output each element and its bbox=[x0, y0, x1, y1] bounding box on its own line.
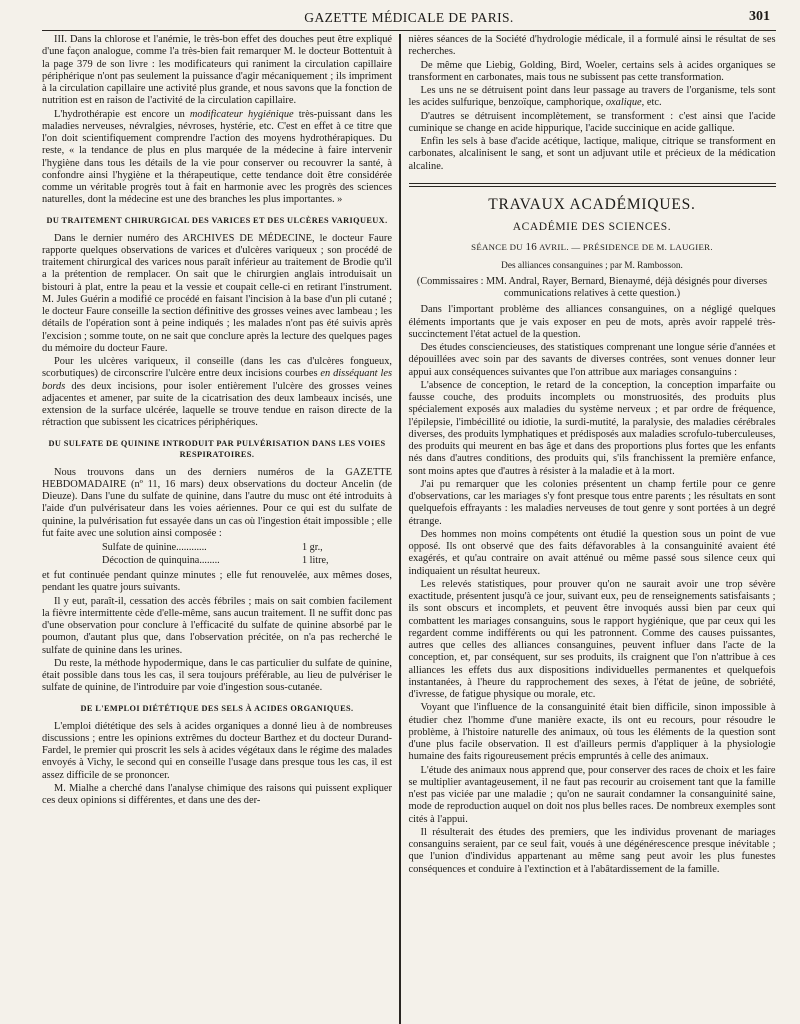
paragraph: M. Mialhe a cherché dans l'analyse chimique des raisons qui puissent expliquer ces deux opinions si différentes, et dans une des der- bbox=[42, 782, 392, 806]
paragraph: nières séances de la Société d'hydrologie médicale, il a formulé ainsi le résultat de ses recherches. bbox=[408, 34, 776, 58]
right-column bbox=[401, 34, 776, 1024]
section-rule bbox=[409, 183, 776, 184]
paragraph: III. Dans la chlorose et l'anémie, le très-bon effet des douches peut être expliqué d'une façon analogue, comme l'a très-bien fait remarquer M. le docteur Bottentuit à la page 379 de son livre : les modificateurs qui raniment la circulation capillaire périphérique n'ont pas seulement la puissance d'agir mécaniquement ; ils impriment à la circulation capillaire une activité plus grande, et nous savons que la fonction de nutrition est en raison de l'activité de la circulation capillaire. bbox=[42, 34, 392, 107]
emphasis: en disséquant les bords bbox=[42, 368, 392, 392]
ingredient-dose: 1 gr., bbox=[302, 542, 323, 553]
paragraph: L'emploi diététique des sels à acides organiques a donné lieu à de nombreuses discussions ; entre les opinions extrêmes du docteur Barthez et du docteur Durand-Fardel, le premier qui proscrit les sels à acides végétaux dans le régime des malades envoyés à Vichy, le second qui en conseille l'usage dans presque tous les cas, il est assez difficile de se prononcer. bbox=[42, 720, 392, 781]
formula-row bbox=[42, 555, 392, 568]
session-line bbox=[409, 241, 776, 253]
text-run: Les uns ne se détruisent point dans leur passage au travers de l'organisme, tels sont les acides sulfurique, benzoïque, camphorique, bbox=[408, 85, 776, 109]
page-header bbox=[42, 8, 776, 31]
ingredient-name: Sulfate de quinine............ bbox=[102, 542, 207, 553]
paragraph bbox=[42, 109, 392, 207]
paragraph: Nous trouvons dans un des derniers numéros de la GAZETTE HEBDOMADAIRE (nº 11, 16 mars) deux observations du docteur Ancelin (de Dieuze). Dans l'une du sulfate de quinine, dans l'autre du musc ont été introduits à l'aide d'un pulvérisateur dans les voies aériennes. Pour ce qui est du sulfate de quinine, la pulvérisation fut essayée dans un cas où l'ingestion était impossible ; elle fut faite avec une solution ainsi composée : bbox=[42, 466, 392, 539]
paragraph: Il y eut, paraît-il, cessation des accès fébriles ; mais on sait combien facilement la fièvre intermittente cède d'elle-même, sans aucun traitement. Il ne suffit donc pas d'une observation pour conclure à l'efficacité du sulfate de quinine absorbé par le poumon, d'autant plus que, dans l'observation précitée, on n'a pas recherché le sulfate de quinine dans les urines. bbox=[42, 595, 392, 656]
ingredient-name: Décoction de quinquina........ bbox=[102, 554, 220, 566]
formula-row bbox=[42, 542, 392, 555]
paragraph: De même que Liebig, Golding, Bird, Woeler, certains sels à acides organiques se transforment en carbonates, mais tous ne subissent pas cette transformation. bbox=[408, 59, 776, 83]
paragraph: Voyant que l'influence de la consanguinité était bien difficile, sinon impossible à étudier chez l'homme d'une manière exacte, ils ont eu recours, pour résoudre le problème, à l'histoire naturelle des animaux, où tous les éléments de la question sont d'une plus facile observation. Il est d'ailleurs permis d'appliquer à la physiologie humaine des faits rigoureusement précis empruntés à celle des animaux. bbox=[408, 702, 776, 763]
paragraph: D'autres se détruisent incomplètement, se transforment : c'est ainsi que l'acide cuminique se change en acide hippurique, l'acide succinique en acide gallique. bbox=[408, 110, 776, 134]
left-column bbox=[42, 34, 399, 1024]
journal-title: GAZETTE MÉDICALE DE PARIS. bbox=[304, 10, 514, 25]
section-title: DE L'EMPLOI DIÉTÉTIQUE DES SELS À ACIDES ORGANIQUES. bbox=[80, 703, 354, 713]
subsection-heading: ACADÉMIE DES SCIENCES. bbox=[512, 221, 672, 233]
section-heading: TRAVAUX ACADÉMIQUES. bbox=[488, 195, 696, 213]
section-rule bbox=[409, 186, 776, 187]
session-date: 16 bbox=[525, 241, 538, 254]
paragraph: L'étude des animaux nous apprend que, pour conserver des races de choix et les faire se multiplier avantageusement, il ne faut pas recourir au croisement tant que la famille n'est pas viciée par une maladie ; qu'on ne saurait condamner la consanguinité saine, mode de reproduction auquel on doit nos plus belles races. De nombreux exemples sont cités à l'appui. bbox=[408, 764, 776, 825]
paragraph: Des hommes non moins compétents ont étudié la question sous un point de vue opposé. Ils ont observé que des faits défavorables à la consanguinité avaient été exagérés, et qu'au contraire on avait atténué ou même passé sous silence ceux qui indiquaient un résultat heureux. bbox=[408, 528, 776, 577]
text-run: , etc. bbox=[641, 97, 662, 109]
text-columns bbox=[42, 34, 776, 1024]
paragraph bbox=[42, 356, 392, 430]
emphasis: modificateur hygiénique bbox=[189, 108, 294, 120]
page-number: 301 bbox=[749, 9, 770, 24]
paragraph: Les relevés statistiques, pour prouver qu'on ne saurait avoir une trop sévère exactitude, présentent jusqu'à ce jour, suivant eux, peu de renseignements satisfaisants ; ils sont obscurs et incomplets, et peuvent être invoqués aussi bien par ceux qui combattent les mariages consanguins, sous le rapport hygiénique, que par ceux qui les regardent comme indifférents ou qui les patronnent. Comme des causes puissantes, autres que celles des alliances consanguines, peuvent influer dans l'acte de la conception, et, par conséquent, sur ses produits, ils craignent que l'on n'attribue à ces alliances les effets dus aux dispositions individuelles permanentes et quelquefois instantanées, à l'heure du rapprochement des sexes, à l'état de jeûne, de sobriété, d'ivresse, de fatigue physique ou morale, etc. bbox=[408, 578, 776, 701]
section-title: DU SULFATE DE QUININE INTRODUIT PAR PULVÉRISATION DANS LES VOIES RESPIRATOIRES. bbox=[48, 438, 386, 459]
text-run: Pour les ulcères variqueux, il conseille (dans les cas d'ulcères fongueux, scorbutiques) de circonscrire l'ulcère entre deux incisions courbes bbox=[42, 356, 392, 380]
paragraph bbox=[409, 85, 776, 110]
paragraph: Des études consciencieuses, des statistiques comprenant une longue série d'années et dépouillées avec soin par des savants de diverses contrées, sont venues donner leur appui aux conséquences suivantes que l'on attribue aux mariages consanguins : bbox=[408, 342, 776, 378]
paragraph: et fut continuée pendant quinze minutes ; elle fut renouvelée, aux mêmes doses, pendant les quatre jours suivants. bbox=[42, 570, 392, 594]
text-run: des deux incisions, pour isoler entièrement l'ulcère des grosses veines adjacentes et amener, par suite de la cicatrisation des deux lambeaux incisés, une extension de la surface ulcérée, laquelle se trouve tendue en raison directe de la rétraction que subissent les cicatrices périphériques. bbox=[42, 380, 392, 429]
prescription-formula bbox=[42, 542, 392, 567]
text-run: SÉANCE DU bbox=[471, 242, 526, 253]
text-run: AVRIL. — PRÉSIDENCE DE M. LAUGIER. bbox=[537, 242, 713, 253]
paragraph: Du reste, la méthode hypodermique, dans le cas particulier du sulfate de quinine, était possible dans tous les cas, il sera toujours préférable, au lieu de pulvériser le sulfate de quinine, de l'introduire par voie d'ingestion sous-cutanée. bbox=[42, 657, 392, 694]
paragraph: Enfin les sels à base d'acide acétique, lactique, malique, citrique se transforment en carbonates, alcalinisent le sang, et sont un adjuvant utile et précieux de la médication alcaline. bbox=[408, 136, 776, 172]
paragraph: Dans le dernier numéro des ARCHIVES DE MÉDECINE, le docteur Faure rapporte quelques observations de varices et d'ulcères variqueux ; son procédé de traitement chirurgical des varices nous paraît inférieur au traitement de Brodie qu'il a la prétention de remplacer. On sait que le chirurgien anglais introduisait un bistouri à plat, entre la peau et la vessie et coupait celle-ci en retirant l'instrument. M. Jules Guérin a modifié ce procédé en faisant l'incision à la base d'un pli cutané ; le docteur Faure conseille la section définitive des grosses veines avec lambeau ; les détails de l'opération sont à peine indiqués ; les malades n'ont pas été suivis après l'excision ; somme toute, on ne sait que conclure après la lecture des quelques pages du mémoire du docteur Faure. bbox=[42, 232, 392, 354]
paper-title: Des alliances consanguines ; par M. Rambosson. bbox=[501, 260, 683, 271]
paragraph: L'absence de conception, le retard de la conception, la conception imparfaite ou fausse couche, des produits incomplets ou monstruosités, des produits plus spécialement exposés aux maladies du système nerveux ; et par ordre de fréquence, l'épilepsie, l'imbécillité ou idiotie, la surdi-mutité, la paralysie, des maladies cérébrales diverses, des produits lymphatiques et prédisposés aux maladies scrofulo-tuberculeuses, des produits qui meurent en bas âge et dans des proportions plus fortes que les enfants nés dans d'autres conditions, des produits qui, s'ils franchissent la première enfance, sont moins aptes que d'autres à résister à la maladie et à la mort. bbox=[408, 379, 776, 477]
commission-note: (Commissaires : MM. Andral, Rayer, Bernard, Bienaymé, déjà désignés pour diverses communications relatives à cette question.) bbox=[416, 275, 768, 299]
paragraph: J'ai pu remarquer que les colonies présentent un champ fertile pour ce genre d'observations, car les mariages s'y font presque tous entre parents ; les résultats en sont quelquefois effrayants : les maladies nerveuses de tout genre y sont portées à un degré étrange. bbox=[408, 478, 776, 527]
ingredient-dose: 1 litre, bbox=[302, 554, 329, 566]
text-run: très-puissant dans les maladies nerveuses, névralgies, névroses, hystérie, etc. C'est en effet à ce titre que l'on doit scientifiquement comprendre l'action des moyens hydrothérapiques. Du reste, « la tendance de plus en plus marquée de la médecine à faire intervenir l'hygiène dans tous les détails de la vie pour conserver ou recouvrer la santé, à confondre ainsi l'hygiène et la thérapeutique, cette tendance doit être considérée comme un véritable progrès tout à fait en harmonie avec les progrès des sciences naturelles, dont la médecine est une des branches les plus importantes. » bbox=[42, 108, 393, 206]
paragraph: Dans l'important problème des alliances consanguines, on a négligé quelques éléments importants que je vais exposer en peu de mots, après avoir rappelé très-succinctement l'état actuel de la question. bbox=[408, 304, 776, 340]
text-run: L'hydrothérapie est encore un bbox=[54, 108, 190, 120]
section-title: DU TRAITEMENT CHIRURGICAL DES VARICES ET DES ULCÈRES VARIQUEUX. bbox=[46, 215, 388, 225]
paragraph: Il résulterait des études des premiers, que les individus provenant de mariages consanguins seraient, par ce seul fait, voués à une dégénérescence presque inévitable ; que l'union d'individus appartenant au même sang peut avoir les plus funestes conséquences et conduire à l'extinction et à l'abâtardissement de la famille. bbox=[408, 826, 776, 875]
emphasis: oxalique bbox=[605, 97, 642, 109]
